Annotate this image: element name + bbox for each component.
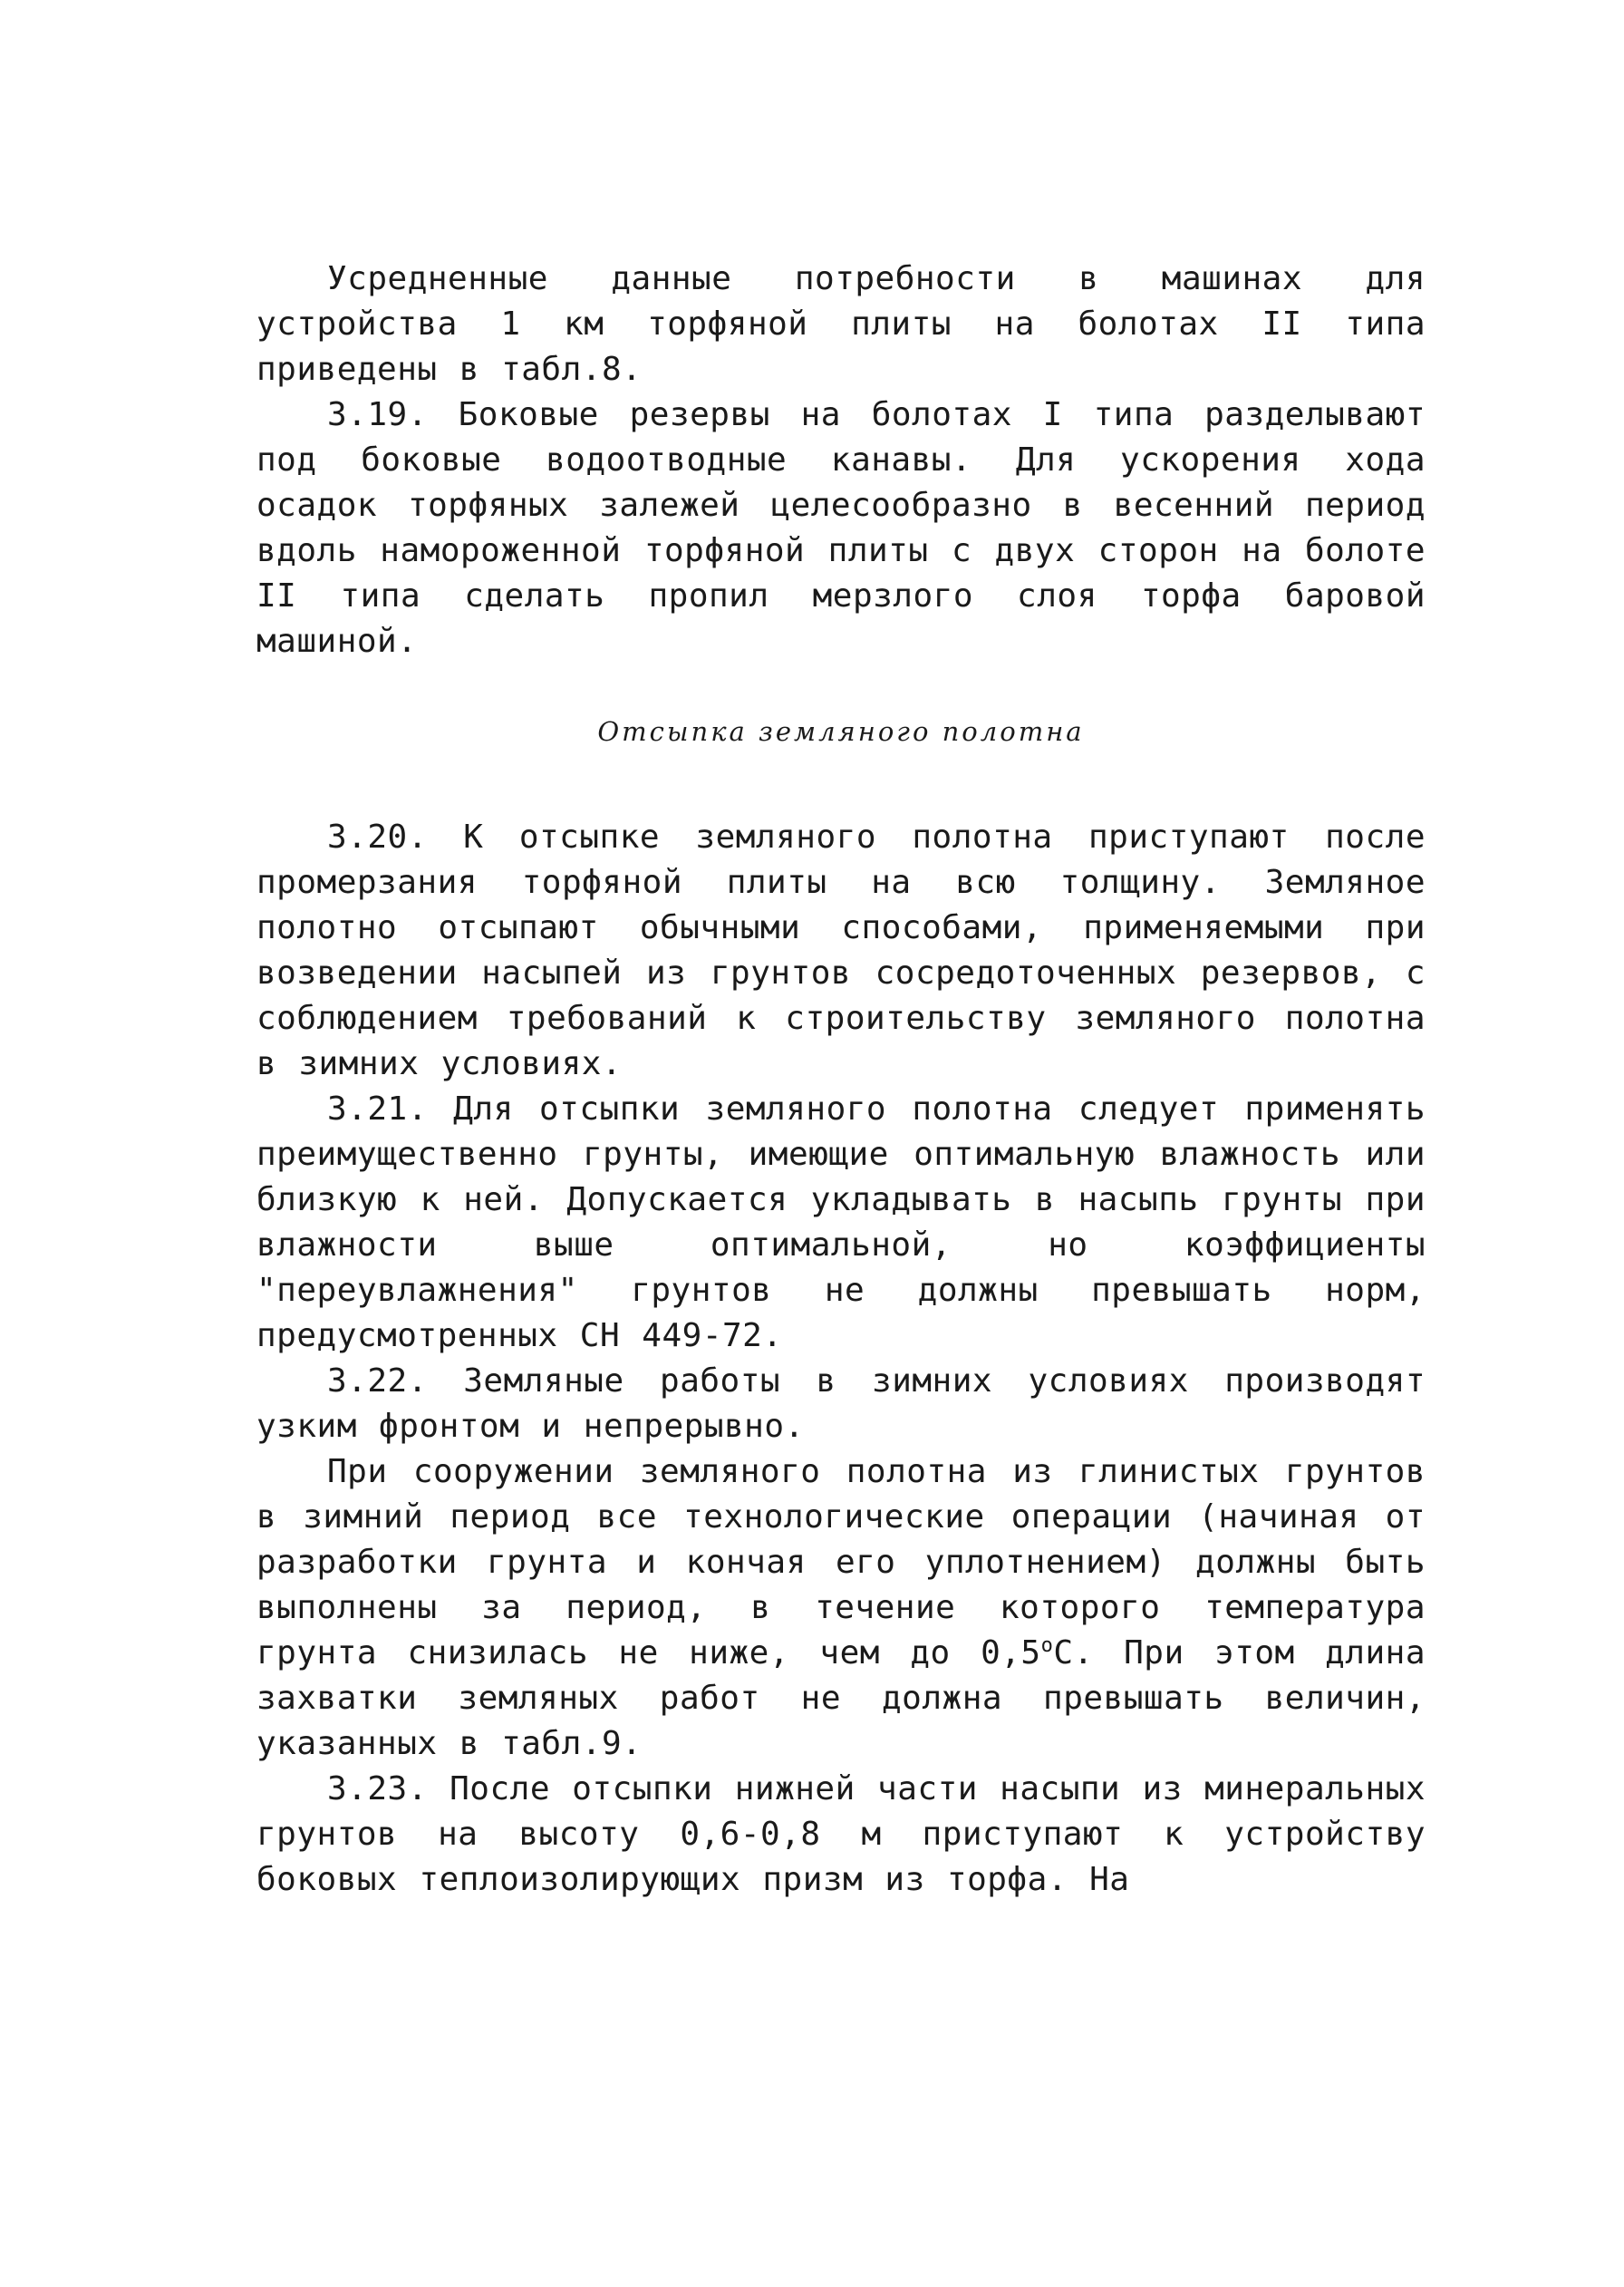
paragraph-3-22: 3.22. Земляные работы в зимних условиях производят узким фронтом и непрерывно. [256, 1362, 1426, 1445]
paragraph-clay-text-after: С. При этом длина захватки земляных работ не должна превышать величин, указанных в табл.9. [256, 1634, 1426, 1762]
paragraph-3-21: 3.21. Для отсыпки земляного полотна следует применять преимущественно грунты, имеющие оптимальную влажность или близкую к ней. Допускается укладывать в насыпь грунты при влажности выше оптимальной, но коэффициенты "переувлажнения" грунтов не должны превышать норм, предусмотренных СН 449-72. [256, 1090, 1426, 1354]
paragraph-clay-text-before: При сооружении земляного полотна из глинистых грунтов в зимний период все технологические операции (начиная от разработки грунта и кончая его уплотнением) должны быть выполнены за период, в течение которого температура грунта снизилась не ниже, чем до 0,5 [256, 1453, 1426, 1672]
paragraph-3-19: 3.19. Боковые резервы на болотах I типа разделывают под боковые водоотводные канавы. Для ускорения хода осадок торфяных залежей целесообразно в весенний период вдоль намороженной торфяной плиты с двух сторон на болоте II типа сделать пропил мерзлого слоя торфа баровой машиной. [256, 396, 1426, 660]
paragraph-3-20: 3.20. К отсыпке земляного полотна приступают после промерзания торфяной плиты на всю толщину. Земляное полотно отсыпают обычными способами, применяемыми при возведении насыпей из грунтов сосредоточенных резервов, с соблюдением требований к строительству земляного полотна в зимних условиях. [256, 819, 1426, 1082]
paragraph-3-23: 3.23. После отсыпки нижней части насыпи из минеральных грунтов на высоту 0,6-0,8 м приступают к устройству боковых теплоизолирующих призм из торфа. На [256, 1770, 1426, 1898]
section-heading: Отсыпка земляного полотна [597, 716, 1085, 747]
degree-superscript: о [1040, 1634, 1054, 1657]
paragraph-clay-soils [256, 1449, 1426, 1767]
paragraph-intro: Усредненные данные потребности в машинах для устройства 1 км торфяной плиты на болотах II типа приведены в табл.8. [256, 260, 1426, 388]
document-page [256, 257, 1426, 1903]
